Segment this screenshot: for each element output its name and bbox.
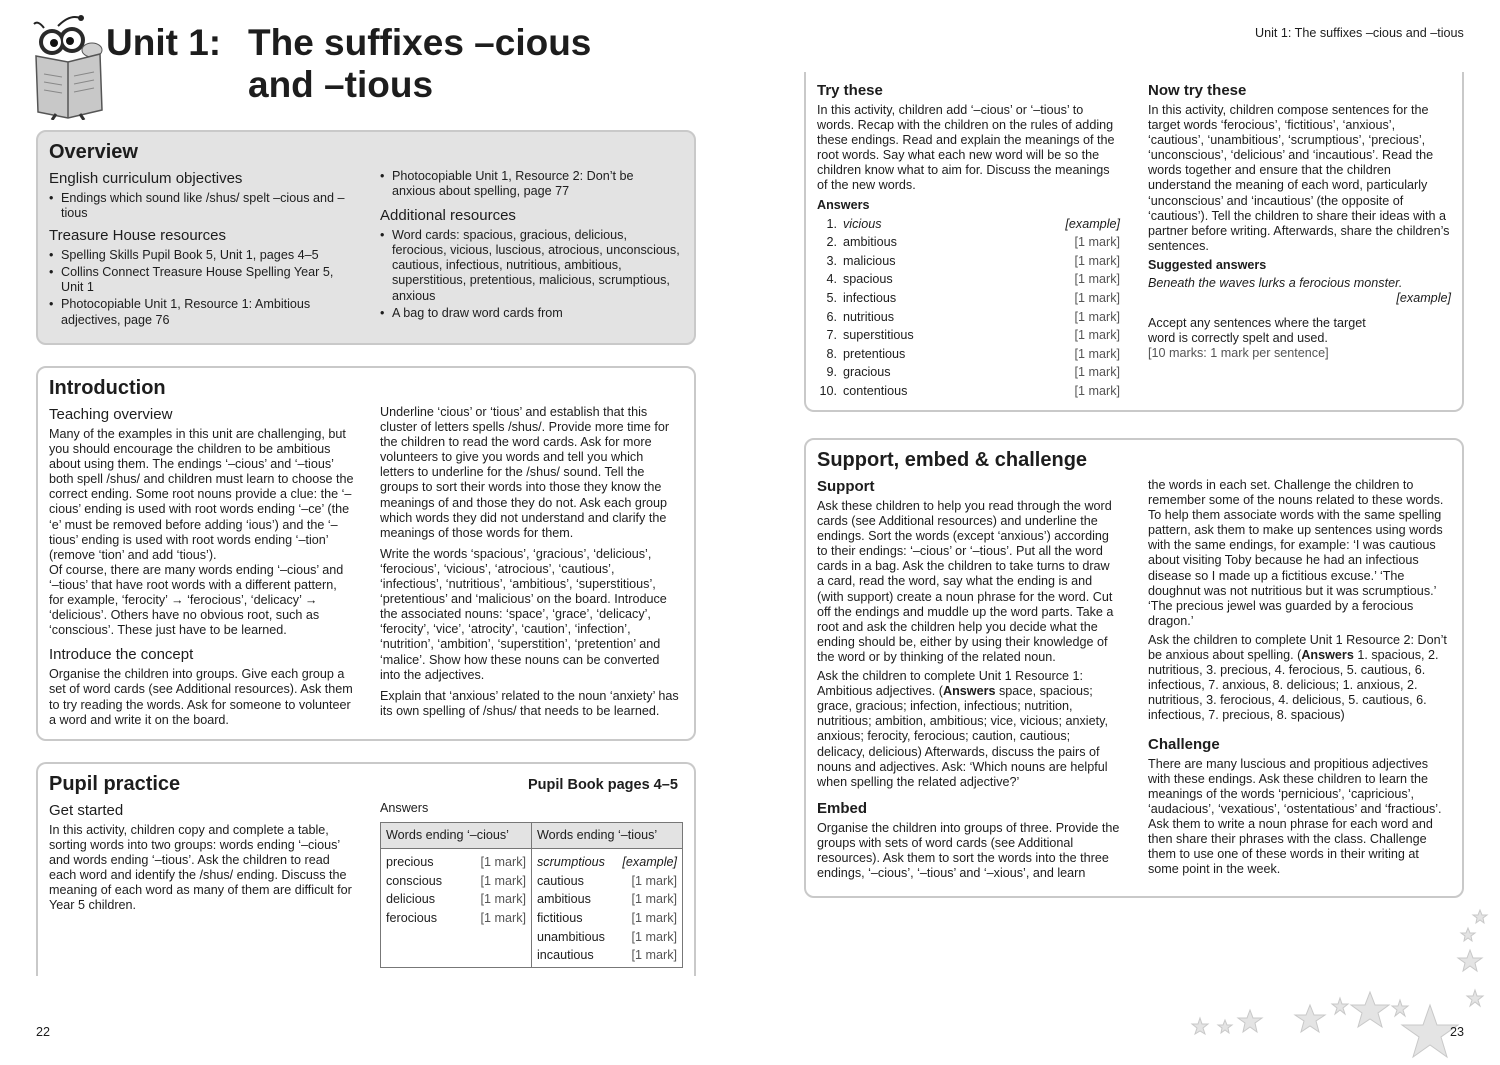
example-mark: [example]	[1396, 291, 1451, 306]
pupil-practice-answers	[380, 801, 683, 968]
marks-note: [10 marks: 1 mark per sentence]	[1148, 346, 1329, 361]
paragraph: the words in each set. Challenge the children to remember some of the nouns related to these words. To help them associate words with the same spelling pattern, ask them to make up sentences using words with the same endings, for example: ‘I was cautious about visiting Toby because he had an infectious disease so I made up a fictitious excuse.’ ‘The doughnut was not nutritious but it was scrumptious.’ ‘The precious jewel was guarded by a ferocious dragon.’	[1148, 478, 1444, 628]
star-decoration-icon	[1150, 900, 1500, 1060]
table-row-item: fictitious [1 mark]	[537, 910, 677, 925]
challenge-heading: Challenge	[1148, 735, 1220, 753]
list-item: 2. ambitious [1 mark]	[826, 235, 1120, 250]
example-sentence: Beneath the waves lurks a ferocious monster.	[1148, 276, 1403, 291]
list-item: 8. pretentious [1 mark]	[826, 346, 1120, 361]
support-heading: Support	[817, 478, 875, 495]
get-started-heading: Get started	[49, 802, 124, 819]
paragraph: Ask these children to help you read through the word cards (see Additional resources) and underline the endings. Sort the words (except ‘anxious’) according to their endings: ‘–cious’ or ‘–tious’. Put all the word cards in a bag. Ask the children to take turns to draw a card, read the word, say what the ending is and (with support) create a noun phrase for the word. Cut off the endings and muddle up the word parts. Take a root and ask the children help you decide what the ending should be, either by using their knowledge of the word or by thinking of the related noun.	[817, 499, 1114, 664]
table-row-item: conscious [1 mark]	[386, 873, 526, 888]
objectives-list	[49, 191, 349, 221]
column-header: Words ending ‘–cious’	[381, 823, 532, 849]
paragraph: In this activity, children compose sentences for the target words ‘ferocious’, ‘fictitious’, ‘anxious’, ‘cautious’, ‘unambitious’, ‘scrumptious’, ‘precious’, ‘unconscious’, ‘delicious’ and ‘incautious’. Read the words together and ensure that the children understand the meaning of each word, particularly ‘unconscious’ and ‘incautious’ (the opposite of ‘cautious’). Tell the children to share their ideas with a partner before writing. Afterwards, share the children’s sentences.	[1148, 103, 1450, 253]
overview-right-column	[380, 169, 680, 325]
reading-bee-mascot-icon	[30, 14, 106, 120]
list-item: 9. gracious [1 mark]	[826, 365, 1120, 380]
objectives-heading: English curriculum objectives	[49, 170, 243, 187]
try-these-heading: Try these	[817, 82, 883, 99]
table-row-item: unambitious [1 mark]	[537, 929, 677, 944]
list-item: 4. spacious [1 mark]	[826, 272, 1120, 287]
answers-list	[817, 215, 1120, 401]
list-item: 6. nutritious [1 mark]	[826, 309, 1120, 324]
introduction-heading: Introduction	[49, 377, 166, 399]
column-header: Words ending ‘–tious’	[532, 823, 683, 849]
list-item: • Collins Connect Treasure House Spelling Year 5, Unit 1	[49, 265, 349, 295]
answers-label: Answers	[817, 197, 870, 212]
table-cell	[381, 849, 532, 968]
paragraph: Ask the children to complete Unit 1 Resource 2: Don’t be anxious about spelling. (Answers 1. spacious, 2. nutritious, 3. precious, 4. ferocious, 5. cautious, 6. infectious, 7. anxious, 8. delicious; 1. anxious, 2. nutritious, 3. ferocious, 4. delicious, 5. cautious, 6. infectious, 7. precious, 8. spacious)	[1148, 632, 1447, 723]
paragraph: Ask the children to complete Unit 1 Resource 1: Ambitious adjectives. (Answers space, spacious; grace, gracious; infection, infectious; nutrition, nutritious; ambition, ambitious; vice, vicious; anxiety, anxious; ferocity, ferocious; caution, cautious; delicacy, delicious) Afterwards, discuss the pairs of nouns and adjectives. Ask: ‘Which nouns are helpful when spelling the related adjective?’	[817, 669, 1108, 789]
table-row-item: ferocious [1 mark]	[386, 910, 526, 925]
resources-list	[49, 248, 349, 327]
list-item: 3. malicious [1 mark]	[826, 253, 1120, 268]
paragraph: Explain that ‘anxious’ related to the noun ‘anxiety’ has its own spelling of /shus/ that needs to be learned.	[380, 688, 679, 718]
table-row-item: scrumptious [example]	[537, 855, 677, 870]
pupil-practice-left-column	[49, 772, 359, 918]
introduce-concept-heading: Introduce the concept	[49, 646, 194, 664]
table-row-item: precious [1 mark]	[386, 855, 526, 870]
running-head: Unit 1: The suffixes –cious and –tious	[1255, 26, 1464, 40]
try-these-column	[817, 82, 1120, 401]
table-row-item: delicious [1 mark]	[386, 892, 526, 907]
page-title-line2: and –tious	[248, 64, 434, 105]
support-left-column	[817, 448, 1120, 885]
table-row-item: ambitious [1 mark]	[537, 892, 677, 907]
support-right-column	[1148, 478, 1453, 881]
table-cell	[532, 849, 683, 968]
page-number-left: 22	[36, 1025, 51, 1039]
list-item: • Photocopiable Unit 1, Resource 2: Don’t be anxious about spelling, page 77	[380, 169, 680, 199]
page-title-line1: The suffixes –cious	[248, 22, 592, 63]
paragraph: Organise the children into groups. Give each group a set of word cards (see Additional resources). Ask them to try reading the words. Ask for someone to volunteer a word and write it on the board.	[49, 667, 353, 727]
table-header-row	[381, 823, 683, 849]
list-item: • Endings which sound like /shus/ spelt –cious and –tious	[49, 191, 349, 221]
list-item: 10. contentious [1 mark]	[819, 384, 1120, 398]
list-item: 1. vicious [example]	[826, 216, 1120, 231]
suggested-answers-label: Suggested answers	[1148, 257, 1267, 272]
table-row-item: cautious [1 mark]	[537, 873, 677, 888]
paragraph: Many of the examples in this unit are challenging, but you should encourage the children to be ambitious about using them. The endings ‘–cious’ and ‘–tious’ both spell /shus/ and children must learn to choose the correct ending. Some root nouns provide a clue: the ‘–cious’ ending is used with root words ending ‘–ce’ (the ‘e’ must be removed before adding ‘ious’) and the ‘–tious’ ending is used with root words ending ‘–tion’ (remove ‘tion’ and add ‘tious’).	[49, 427, 354, 562]
list-item: • A bag to draw word cards from	[380, 306, 680, 321]
overview-left-column	[49, 140, 349, 332]
page-number-right: 23	[1450, 1025, 1465, 1039]
paragraph: In this activity, children copy and complete a table, sorting words into two groups: words ending ‘–cious’ and words ending ‘–tious’. Ask the children to read each word and identify the /shus/ ending. Discuss the meaning of each word as many of them are difficult for Year 5 children.	[49, 823, 352, 913]
answers-label: Answers	[380, 801, 429, 815]
additional-list	[380, 228, 680, 321]
introduction-right-column	[380, 405, 680, 723]
embed-heading: Embed	[817, 799, 868, 817]
table-row	[381, 849, 683, 968]
answers-table	[380, 822, 683, 968]
paragraph: In this activity, children add ‘–cious’ or ‘–tious’ to words. Recap with the children on the rules of adding these endings. Read and explain the meanings of the root words. Say what each new word will be so the children know what to aim for. Discuss the meanings of the new words.	[817, 103, 1115, 193]
additional-heading: Additional resources	[380, 207, 516, 225]
unit-label: Unit 1:	[106, 22, 222, 63]
page-title	[106, 22, 221, 64]
list-item: 7. superstitious [1 mark]	[826, 328, 1120, 343]
list-item: • Spelling Skills Pupil Book 5, Unit 1, pages 4–5	[49, 248, 349, 263]
list-item: • Word cards: spacious, gracious, delicious, ferocious, vicious, luscious, atrocious, unconscious, cautious, infectious, nutritious, ambitious, superstitious, pretentious, malicious, scrumptious, anxious	[380, 228, 680, 303]
introduction-left-column	[49, 376, 354, 732]
support-embed-challenge-heading: Support, embed & challenge	[817, 449, 1088, 471]
pupil-practice-heading: Pupil practice	[49, 773, 181, 795]
teaching-overview-heading: Teaching overview	[49, 406, 173, 423]
paragraph: Write the words ‘spacious’, ‘gracious’, ‘delicious’, ‘ferocious’, ‘vicious’, ‘atrocious’, ‘cautious’, ‘infectious’, ‘nutritious’, ‘ambitious’, ‘superstitious’, ‘pretentious’ and ‘malicious’ on the board. Introduce the associated nouns: ‘space’, ‘grace’, ‘delicacy’, ‘ferocity’, ‘vice’, ‘atrocity’, ‘caution’, ‘infection’, ‘nutrition’, ‘ambition’, ‘superstition’, ‘pretention’ and ‘malice’. Show how these nouns can be converted into the adjectives.	[380, 546, 667, 682]
now-try-these-column	[1148, 82, 1451, 362]
now-try-these-heading: Now try these	[1148, 82, 1247, 99]
list-item: • Photocopiable Unit 1, Resource 1: Ambitious adjectives, page 76	[49, 297, 349, 327]
paragraph: Underline ‘cious’ or ‘tious’ and establish that this cluster of letters spells /shus/. Provide more time for the children to read the word cards. Ask for more volunteers to give you words and tell you which letters to underline for the /shus/ sound. Tell the groups to sort their words into those they know the meanings of and those they do not. Ask each group which words they did not understand and clarify the meanings of those words for them.	[380, 405, 670, 540]
paragraph: Of course, there are many words ending ‘–cious’ and ‘–tious’ that have root words with a different pattern, for example, ‘ferocity’ → ‘ferocious’, ‘delicacy’ → ‘delicious’. Others have no obvious root, such as ‘conscious’. These just have to be learned.	[49, 562, 344, 638]
paragraph: Organise the children into groups of three. Provide the groups with sets of word cards (see Additional resources). Ask them to sort the words into the three endings, ‘–cious’, ‘–tious’ and ‘–xious’, and learn	[817, 820, 1120, 881]
pupil-book-reference: Pupil Book pages 4–5	[528, 777, 678, 793]
resources-heading: Treasure House resources	[49, 227, 227, 245]
paragraph: There are many luscious and propitious adjectives with these endings. Ask these children to learn the meanings of the words ‘pernicious’, ‘capricious’, ‘audacious’, ‘vexatious’, ‘ostentatious’ and ‘fractious’. Ask them to write a noun phrase for each word and then share their phrases with the class. Challenge them to use one of these words in their writing at some point in the week.	[1148, 756, 1442, 877]
paragraph: Accept any sentences where the target word is correctly spelt and used.	[1148, 316, 1366, 346]
overview-heading: Overview	[49, 141, 138, 163]
resources-list-continued	[380, 169, 680, 199]
table-row-item: incautious [1 mark]	[537, 948, 677, 963]
list-item: 5. infectious [1 mark]	[826, 291, 1120, 306]
